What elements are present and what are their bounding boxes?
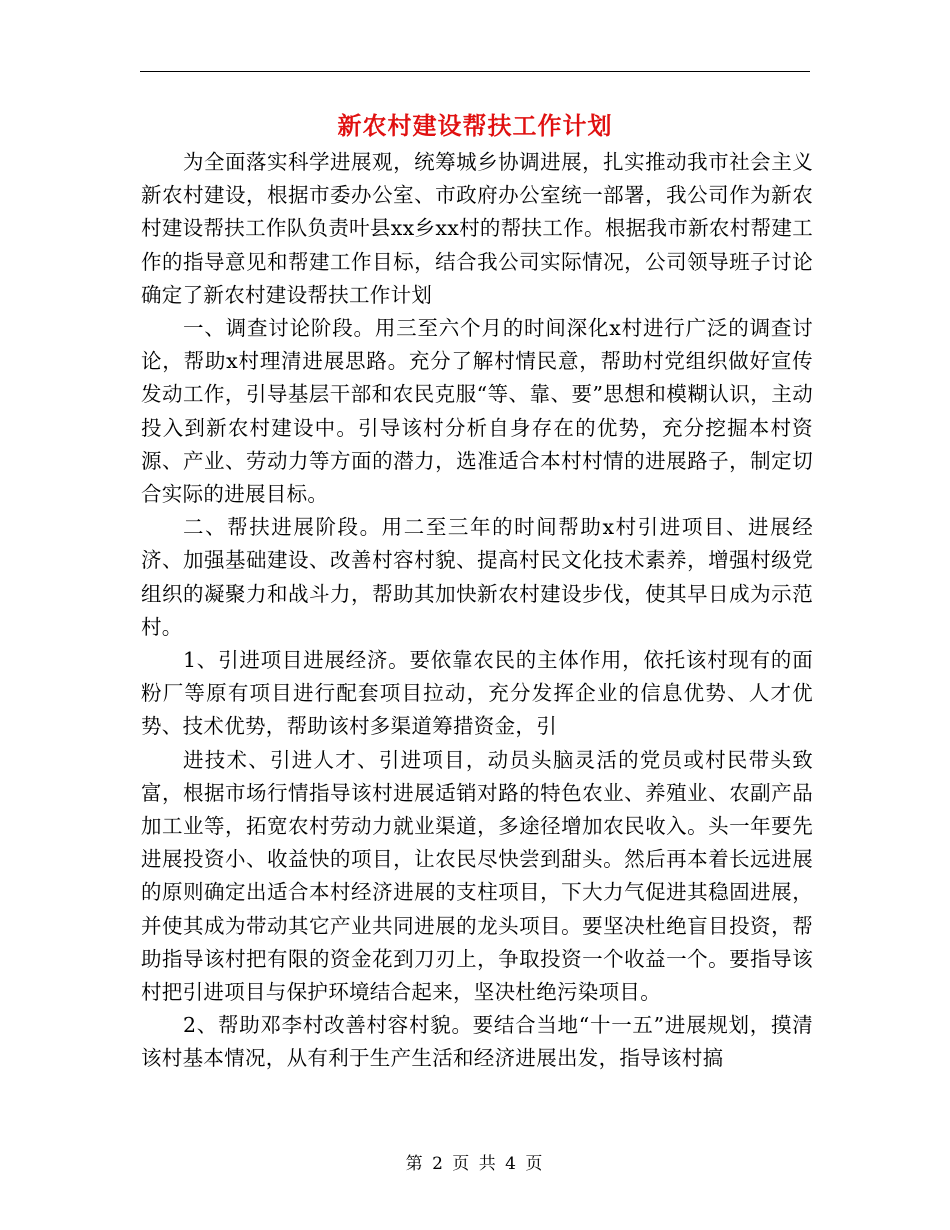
paragraph-stage-research: 一、调查讨论阶段。用三至六个月的时间深化x村进行广泛的调查讨论，帮助x村理清进展思路。充分了解村情民意，帮助村党组织做好宣传发动工作，引导基层干部和农民克服“等、靠、要”思想和模糊认识，主动投入到新农村建设中。引导该村分析自身存在的优势，充分挖掘本村资源、产业、劳动力等方面的潜力，选准适合本村村情的进展路子，制定切合实际的进展目标。 (141, 316, 813, 507)
header-rule (140, 71, 810, 72)
page-number-footer: 第 2 页 共 4 页 (405, 1154, 545, 1174)
document-body (141, 146, 813, 1076)
paragraph-intro: 为全面落实科学进展观，统筹城乡协调进展，扎实推动我市社会主义新农村建设，根据市委办公室、市政府办公室统一部署，我公司作为新农村建设帮扶工作队负责叶县xx乡xx村的帮扶工作。根据我市新农村帮建工作的指导意见和帮建工作目标，结合我公司实际情况，公司领导班子讨论确定了新农村建设帮扶工作计划 (141, 150, 813, 307)
paragraph-item-projects-continued: 进技术、引进人才、引进项目，动员头脑灵活的党员或村民带头致富，根据市场行情指导该村进展适销对路的特色农业、养殖业、农副产品加工业等，拓宽农村劳动力就业渠道，多途径增加农民收入。头一年要先进展投资小、收益快的项目，让农民尽快尝到甜头。然后再本着长远进展的原则确定出适合本村经济进展的支柱项目，下大力气促进其稳固进展，并使其成为带动其它产业共同进展的龙头项目。要坚决杜绝盲目投资，帮助指导该村把有限的资金花到刀刃上，争取投资一个收益一个。要指导该村把引进项目与保护环境结合起来，坚决杜绝污染项目。 (141, 747, 813, 1005)
paragraph-stage-support: 二、帮扶进展阶段。用二至三年的时间帮助x村引进项目、进展经济、加强基础建设、改善村容村貌、提高村民文化技术素养，增强村级党组织的凝聚力和战斗力，帮助其加快新农村建设步伐，使其早日成为示范村。 (141, 515, 813, 639)
paragraph-item-village-appearance: 2、帮助邓李村改善村容村貌。要结合当地“十一五”进展规划，摸清该村基本情况，从有利于生产生活和经济进展出发，指导该村搞 (141, 1013, 813, 1071)
paragraph-item-projects: 1、引进项目进展经济。要依靠农民的主体作用，依托该村现有的面粉厂等原有项目进行配套项目拉动，充分发挥企业的信息优势、人才优势、技术优势，帮助该村多渠道筹措资金，引 (141, 648, 813, 739)
document-title: 新农村建设帮扶工作计划 (337, 111, 613, 140)
